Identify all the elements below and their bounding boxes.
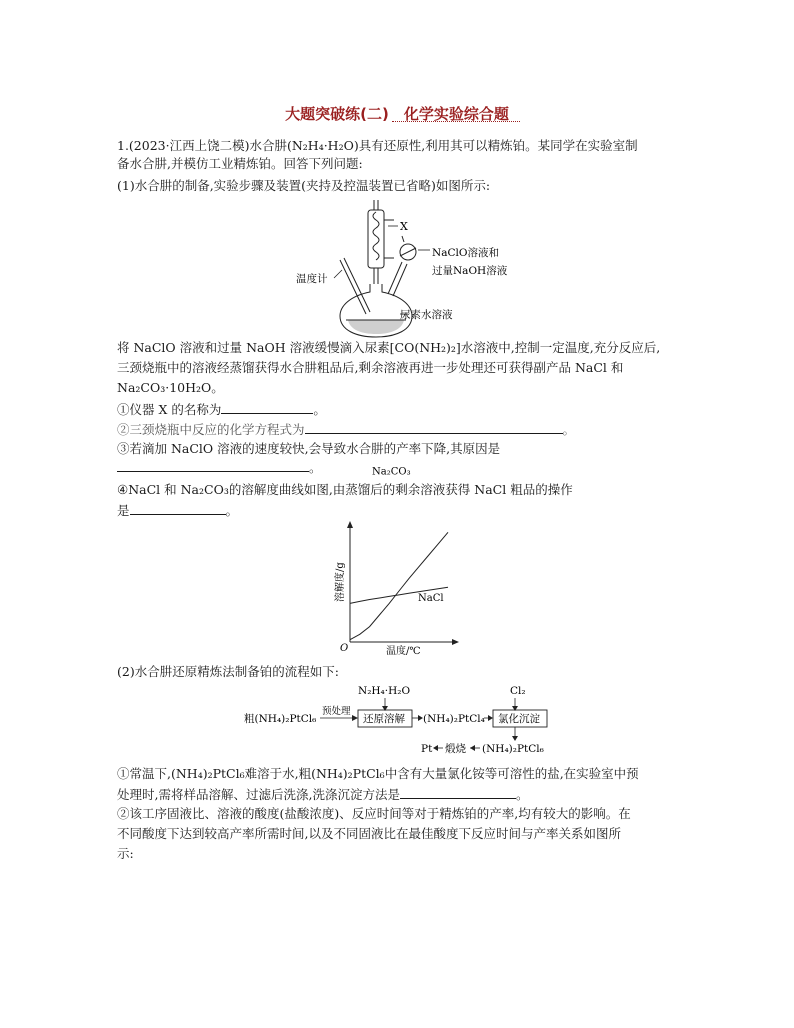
question-c-period: 。	[309, 460, 322, 475]
series-label-0: Na₂CO₃	[372, 466, 411, 478]
flow-mid: (NH₄)₂PtCl₄	[423, 713, 485, 725]
label-flask: 尿素水溶液	[400, 309, 453, 321]
y-axis-label: 溶解度/g	[335, 562, 346, 602]
flow-arrowhead-calcine	[470, 745, 475, 751]
apparatus-figure	[290, 198, 530, 338]
q1-intro-line-2: 备水合肼,并模仿工业精炼铂。回答下列问题:	[117, 156, 363, 171]
x-axis-arrow	[452, 639, 459, 645]
question-d-period: 。	[225, 503, 239, 518]
process-flow-diagram	[240, 680, 560, 760]
flow-arrowhead-down	[512, 736, 518, 741]
q1-part2-heading: (2)水合肼还原精炼法制备铂的流程如下:	[117, 664, 339, 679]
series-line-0	[350, 532, 448, 639]
question-d-text: 是	[117, 503, 130, 518]
question-c-answer	[117, 459, 322, 476]
title-underline	[392, 121, 520, 122]
paragraph-line-1: 将 NaClO 溶液和过量 NaOH 溶液缓慢滴入尿素[CO(NH₂)₂]水溶液中,控制一定温度,充分反应后,	[117, 340, 661, 355]
answer-blank-2a[interactable]	[400, 786, 516, 799]
label-thermometer: 温度计	[296, 273, 328, 285]
flow-reagent-2: Cl₂	[510, 685, 526, 697]
flow-box-chlorinate-label: 氯化沉淀	[498, 713, 540, 725]
page-title	[0, 103, 794, 124]
condenser-x	[368, 200, 394, 284]
q2-b-line-3: 示:	[117, 846, 134, 861]
flow-arrowhead-pretreat	[352, 715, 358, 721]
flow-box-reduce-label: 还原溶解	[363, 713, 405, 725]
question-a-text: ①仪器 X 的名称为	[117, 402, 222, 417]
q2-a-period: 。	[515, 787, 529, 802]
flow-step-pretreat: 预处理	[322, 706, 351, 717]
flow-arrowhead-pt	[433, 745, 438, 751]
flow-start: 粗(NH₄)₂PtCl₆	[244, 713, 317, 725]
label-funnel-2: 过量NaOH溶液	[432, 265, 508, 277]
q1-intro-line-1: 1.(2023·江西上饶二模)水合肼(N₂H₄·H₂O)具有还原性,利用其可以精炼铂。某同学在实验室制	[117, 138, 638, 153]
question-d-line-2	[117, 502, 238, 519]
flow-reagent-1: N₂H₄·H₂O	[358, 685, 411, 697]
q2-a-line-2	[117, 786, 528, 803]
paragraph-line-3: Na₂CO₃·10H₂O。	[117, 380, 224, 395]
label-funnel-1: NaClO溶液和	[432, 247, 499, 259]
answer-blank-d[interactable]	[130, 502, 226, 515]
answer-blank-a[interactable]	[221, 401, 313, 414]
q2-a-line-1: ①常温下,(NH₄)₂PtCl₆难溶于水,粗(NH₄)₂PtCl₆中含有大量氯化铵等可溶性的盐,在实验室中预	[117, 766, 639, 781]
q2-a-text: 处理时,需将样品溶解、过滤后洗涤,洗涤沉淀方法是	[117, 787, 400, 802]
origin-label: O	[340, 643, 349, 654]
question-c: ③若滴加 NaClO 溶液的速度较快,会导致水合肼的产率下降,其原因是	[117, 441, 501, 456]
flow-product-pt: Pt	[421, 743, 433, 755]
answer-blank-b[interactable]	[305, 421, 563, 434]
question-b-text: ②三颈烧瓶中反应的化学方程式为	[117, 422, 305, 437]
solubility-chart	[330, 466, 464, 658]
q2-b-line-2: 不同酸度下达到较高产率所需时间,以及不同固液比在最佳酸度下反应时间与产率关系如图所	[117, 826, 621, 841]
question-a	[117, 401, 326, 418]
q2-b-line-1: ②该工序固液比、溶液的酸度(盐酸浓度)、反应时间等对于精炼铂的产率,均有较大的影响。在	[117, 806, 631, 821]
three-neck-flask	[340, 236, 416, 337]
label-x: X	[400, 220, 408, 233]
answer-blank-c[interactable]	[117, 459, 309, 472]
y-axis-arrow	[347, 521, 353, 528]
paragraph-line-2: 三颈烧瓶中的溶液经蒸馏获得水合肼粗品后,剩余溶液再进一步处理还可获得副产品 NaCl 和	[117, 360, 624, 375]
flow-end: (NH₄)₂PtCl₆	[482, 743, 544, 755]
flow-arrowhead-3	[488, 715, 493, 721]
flow-step-calcine: 煅烧	[445, 743, 466, 755]
question-b	[117, 421, 575, 438]
q1-part1-heading: (1)水合肼的制备,实验步骤及装置(夹持及控温装置已省略)如图所示:	[117, 178, 491, 193]
question-b-period: 。	[562, 422, 576, 437]
x-axis-label: 温度/℃	[386, 646, 421, 657]
series-label-1: NaCl	[418, 593, 444, 605]
question-d-line-1: ④NaCl 和 Na₂CO₃的溶解度曲线如图,由蒸馏后的剩余溶液获得 NaCl 粗品的操作	[117, 482, 573, 497]
title-text: 大题突破练(二) 化学实验综合题	[285, 105, 509, 123]
question-a-period: 。	[313, 402, 326, 417]
